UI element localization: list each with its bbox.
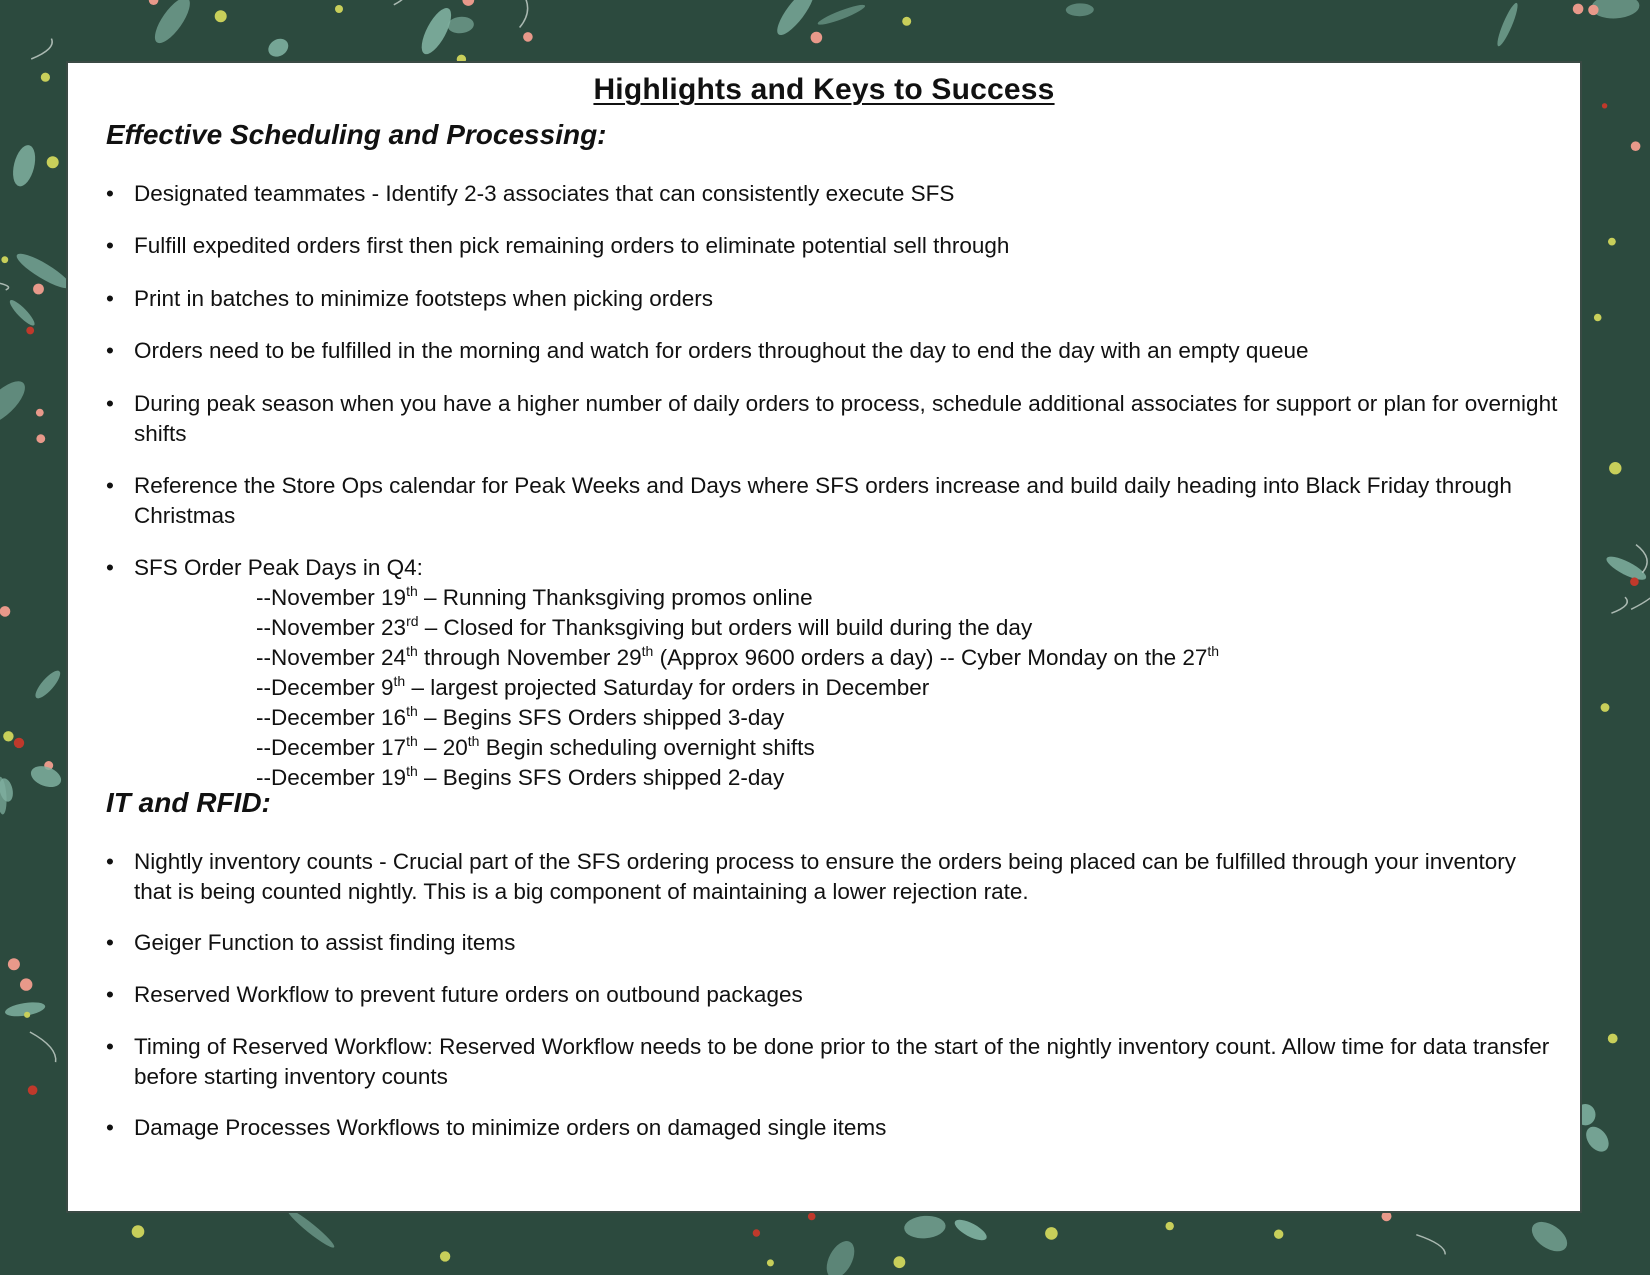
berry-decoration	[0, 606, 10, 617]
berry-decoration	[902, 17, 911, 26]
berry-decoration	[28, 1085, 38, 1095]
section-heading-it-rfid: IT and RFID:	[106, 787, 271, 818]
peak-day-item: --December 16th – Begins SFS Orders shipped 3-day	[256, 703, 785, 730]
list-item-text: SFS Order Peak Days in Q4:	[134, 555, 423, 580]
list-item	[106, 179, 1526, 209]
list-item-text: Reserved Workflow to prevent future orders on outbound packages	[134, 982, 803, 1007]
bullet-marker: •	[106, 930, 114, 955]
leaf-decoration	[1066, 3, 1094, 16]
leaf-decoration	[149, 0, 196, 48]
list-item-text: Nightly inventory counts - Crucial part of the SFS ordering process to ensure the orders being placed can be fulfilled through your inventory that is being counted nightly. This is a big component of maintaining a lower rejection rate.	[134, 849, 1516, 904]
peak-day-item: --November 19th – Running Thanksgiving promos online	[256, 583, 813, 610]
stem-decoration	[30, 1032, 56, 1062]
berry-decoration	[41, 73, 50, 82]
leaf-decoration	[416, 4, 457, 58]
berry-decoration	[1601, 703, 1610, 712]
berry-decoration	[767, 1259, 774, 1266]
bullet-marker: •	[106, 181, 114, 206]
leaf-decoration	[1527, 1216, 1573, 1257]
list-item-text: Orders need to be fulfilled in the morning and watch for orders throughout the day to end the day with an empty queue	[134, 338, 1309, 363]
list-item-text: Print in batches to minimize footsteps when picking orders	[134, 286, 714, 311]
leaf-decoration	[1582, 1122, 1614, 1156]
leaf-decoration	[447, 16, 475, 35]
berry-decoration	[811, 32, 823, 44]
berry-decoration	[33, 284, 44, 295]
list-item	[106, 1113, 1526, 1143]
bullet-marker: •	[106, 982, 114, 1007]
list-item	[106, 231, 1526, 261]
bullet-marker: •	[106, 286, 114, 311]
list-item	[106, 336, 1526, 366]
berry-decoration	[808, 1213, 816, 1221]
leaf-decoration	[816, 2, 866, 28]
section-heading-scheduling: Effective Scheduling and Processing:	[106, 119, 607, 150]
leaf-decoration	[7, 297, 37, 328]
berry-decoration	[1045, 1227, 1058, 1240]
peak-day-item: --December 9th – largest projected Saturday for orders in December	[256, 673, 930, 700]
peak-day-item: --December 19th – Begins SFS Orders shipped 2-day	[256, 763, 785, 790]
berry-decoration	[335, 5, 343, 13]
bullet-marker: •	[106, 1034, 114, 1059]
leaf-decoration	[13, 249, 74, 294]
berry-decoration	[14, 738, 24, 748]
stem-decoration	[1416, 1235, 1445, 1255]
list-item	[106, 389, 1566, 449]
berry-decoration	[1631, 141, 1641, 151]
berry-decoration	[36, 434, 45, 443]
berry-decoration	[1608, 1034, 1618, 1044]
leaf-decoration	[1604, 552, 1649, 584]
list-item-text: Damage Processes Workflows to minimize orders on damaged single items	[134, 1115, 887, 1140]
content-card	[66, 61, 1582, 1213]
list-item-text: Fulfill expedited orders first then pick remaining orders to eliminate potential sell through	[134, 233, 1010, 258]
leaf-decoration	[9, 143, 39, 189]
leaf-decoration	[1494, 1, 1521, 48]
stem-decoration	[31, 39, 52, 59]
bullet-marker: •	[106, 849, 114, 874]
stem-decoration	[394, 0, 407, 5]
list-item	[106, 847, 1546, 907]
leaf-decoration	[821, 1237, 860, 1275]
berry-decoration	[1166, 1222, 1174, 1230]
list-item	[106, 553, 1526, 583]
stem-decoration	[1611, 597, 1627, 613]
bullet-marker: •	[106, 1115, 114, 1140]
peak-days-list	[256, 583, 1219, 793]
berry-decoration	[1608, 238, 1616, 246]
berry-decoration	[8, 958, 20, 970]
berry-decoration	[1, 256, 8, 263]
bullet-marker: •	[106, 555, 114, 580]
berry-decoration	[26, 327, 34, 335]
berry-decoration	[20, 978, 32, 990]
berry-decoration	[1630, 577, 1639, 586]
berry-decoration	[24, 1012, 30, 1018]
berry-decoration	[1573, 4, 1584, 15]
leaf-decoration	[952, 1216, 990, 1244]
leaf-decoration	[32, 667, 64, 701]
list-item-text: During peak season when you have a higher number of daily orders to process, schedule additional associates for support or plan for overnight shifts	[134, 391, 1558, 446]
list-item-text: Geiger Function to assist finding items	[134, 930, 516, 955]
berry-decoration	[1588, 5, 1598, 15]
bullet-marker: •	[106, 473, 114, 498]
stem-decoration	[520, 0, 528, 28]
berry-decoration	[1594, 314, 1602, 322]
list-item	[106, 928, 1526, 958]
list-item	[106, 980, 1526, 1010]
berry-decoration	[36, 409, 44, 417]
berry-decoration	[753, 1229, 760, 1236]
berry-decoration	[894, 1256, 906, 1268]
list-item	[106, 1032, 1566, 1092]
list-item-text: Designated teammates - Identify 2-3 associates that can consistently execute SFS	[134, 181, 955, 206]
berry-decoration	[132, 1225, 145, 1238]
berry-decoration	[1609, 462, 1621, 474]
list-item	[106, 284, 1526, 314]
peak-day-item: --November 23rd – Closed for Thanksgiving but orders will build during the day	[256, 613, 1033, 640]
berry-decoration	[149, 0, 159, 5]
stem-decoration	[0, 282, 9, 290]
berry-decoration	[523, 32, 533, 42]
berry-decoration	[215, 10, 227, 22]
berry-decoration	[440, 1251, 450, 1261]
peak-day-item: --December 17th – 20th Begin scheduling overnight shifts	[256, 733, 815, 760]
list-item-text: Reference the Store Ops calendar for Peak Weeks and Days where SFS orders increase and build daily heading into Black Friday through Christmas	[134, 473, 1512, 528]
berry-decoration	[462, 0, 474, 6]
berry-decoration	[3, 731, 13, 741]
list-item	[106, 471, 1526, 531]
bullet-marker: •	[106, 233, 114, 258]
bullet-marker: •	[106, 338, 114, 363]
page-title: Highlights and Keys to Success	[593, 73, 1055, 106]
peak-day-item: --November 24th through November 29th (Approx 9600 orders a day) -- Cyber Monday on the 27th	[256, 643, 1220, 670]
berry-decoration	[47, 156, 59, 168]
bullet-marker: •	[106, 391, 114, 416]
list-item-text: Timing of Reserved Workflow: Reserved Workflow needs to be done prior to the start of the nightly inventory count. Allow time for data transfer before starting inventory counts	[134, 1034, 1550, 1089]
leaf-decoration	[903, 1214, 946, 1239]
berry-decoration	[1602, 103, 1607, 108]
leaf-decoration	[0, 374, 32, 430]
berry-decoration	[1274, 1230, 1283, 1239]
leaf-decoration	[265, 35, 292, 60]
